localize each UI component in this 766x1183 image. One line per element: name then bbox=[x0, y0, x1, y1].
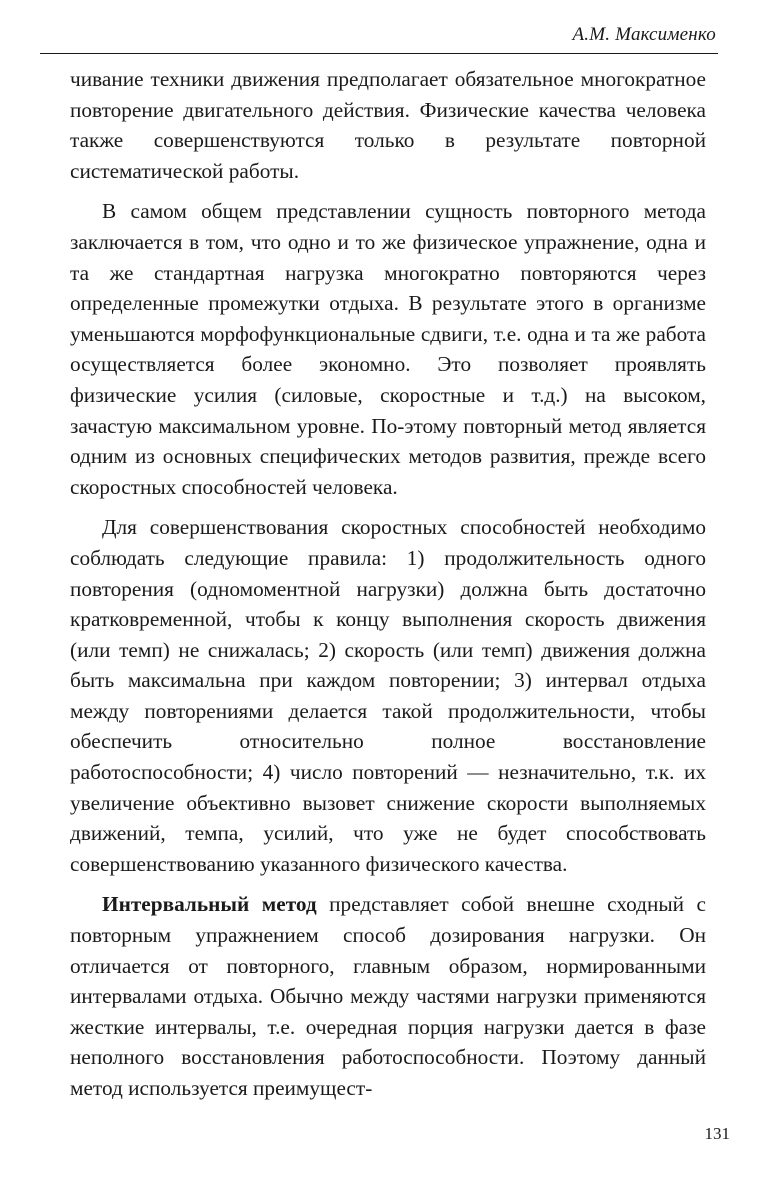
paragraph-interval-method-text: представляет собой внешне сходный с повторным упражнением способ дозирования нагрузки. Он отличается от повторного, главным образом, нормированными интервалами отдыха. Обычно между частями нагрузки применяются жесткие интервалы, т.е. очередная порция нагрузки дается в фазе неполного восстановления работоспособности. Поэтому данный метод используется преимущест- bbox=[70, 892, 706, 1100]
running-header-author: А.М. Максименко bbox=[572, 24, 716, 45]
paragraph-speed-rules: Для совершенствования скоростных способностей необходимо соблюдать следующие правила: 1) продолжительность одного повторения (одномоментной нагрузки) должна быть достаточно кратковременной, чтобы к концу выполнения скорость движения (или темп) не снижалась; 2) скорость (или темп) движения должна быть максимальна при каждом повторении; 3) интервал отдыха между повторениями делается такой продолжительности, чтобы обеспечить относительно полное восстановление работоспособности; 4) число повторений — незначительно, т.к. их увеличение объективно вызовет снижение скорости выполняемых движений, темпа, усилий, что уже не будет способствовать совершенствованию указанного физического качества. bbox=[70, 515, 706, 876]
term-interval-method: Интервальный метод bbox=[102, 892, 317, 917]
paragraph-repeat-method-essence: В самом общем представлении сущность повторного метода заключается в том, что одно и то же физическое упражнение, одна и та же стандартная нагрузка многократно повторяются через определенные промежутки отдыха. В результате этого в организме уменьшаются морфофункциональные сдвиги, т.е. одна и та же работа осуществляется более экономно. Это позволяет проявлять физические усилия (силовые, скоростные и т.д.) на высоком, зачастую максимальном уровне. По-этому повторный метод является одним из основных специфических методов развития, прежде всего скоростных способностей человека. bbox=[70, 199, 706, 499]
header-rule bbox=[40, 53, 718, 54]
paragraph-continuation: чивание техники движения предполагает обязательное многократное повторение двигательного действия. Физические качества человека также совершенствуются только в результате повторной систематической работы. bbox=[70, 67, 706, 183]
page-number: 131 bbox=[704, 1124, 730, 1143]
paragraph-interval-method bbox=[70, 889, 706, 1103]
page-body bbox=[70, 64, 706, 1114]
